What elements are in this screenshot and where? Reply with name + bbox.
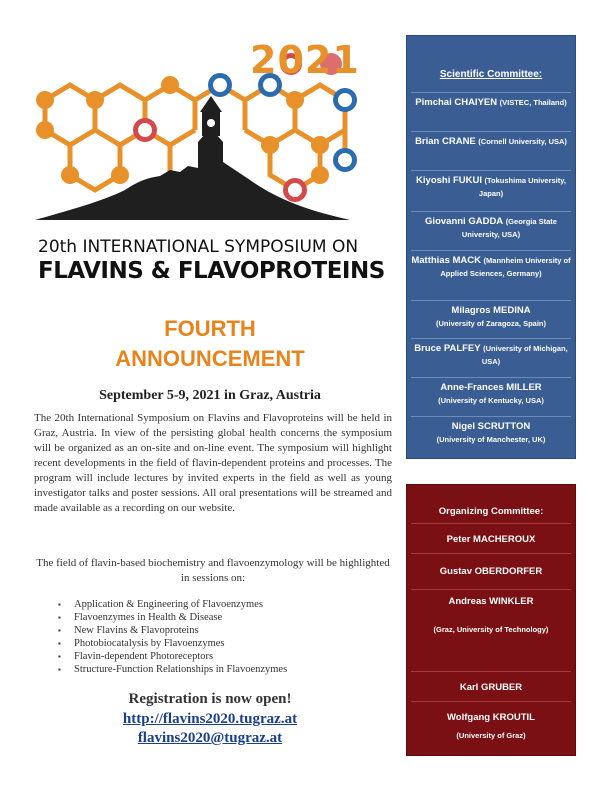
registration-title: Registration is now open! — [128, 691, 292, 707]
committee-member — [411, 416, 571, 446]
member-affiliation: (Cornell University, USA) — [478, 137, 567, 146]
list-item: ▪ Flavin-dependent Photoreceptors — [58, 650, 287, 663]
intro-paragraph: The 20th International Symposium on Flavins and Flavoproteins will be held in Graz, Austria. In view of the persisting global health concerns the symposium will be organized as an on-site and on-line event. The symposium will highlight recent developments in the field of flavin-dependent proteins and processes. The program will include lectures by invited experts in the field as well as young investigator talks and poster sessions. All oral presentations will be streamed and made available as a recording on our website. — [34, 412, 392, 514]
member-affiliation: (University of Michigan, USA) — [481, 344, 568, 366]
announcement-line1: FOURTH — [164, 316, 256, 341]
organizer-affiliation: (Graz, University of Technology) — [433, 625, 549, 634]
committee-member — [411, 211, 571, 241]
organizing-committee-panel — [406, 484, 576, 756]
list-item: ▪ Structure-Function Relationships in Flavoenzymes — [58, 663, 287, 676]
organizer-name: Karl GRUBER — [459, 682, 523, 693]
member-name: Pimchai CHAIYEN — [415, 97, 498, 108]
committee-member — [411, 131, 571, 148]
email-link[interactable]: flavins2020@tugraz.at — [137, 730, 283, 746]
announcement-line2: ANNOUNCEMENT — [115, 346, 305, 371]
member-name: Milagros MEDINA — [451, 305, 531, 316]
committee-member — [411, 300, 571, 330]
sessions-intro-paragraph: The field of flavin-based biochemistry and flavoenzymology will be highlighted in sessions on: — [36, 557, 390, 584]
divider — [411, 589, 571, 590]
committee-member — [411, 377, 571, 407]
member-name: Matthias MACK — [411, 255, 482, 266]
organizer-name: Gustav OBERDORFER — [439, 566, 543, 577]
website-link[interactable]: http://flavins2020.tugraz.at — [122, 711, 298, 727]
member-name: Anne-Frances MILLER — [440, 382, 542, 393]
symposium-title-line1: 20th INTERNATIONAL SYMPOSIUM ON — [38, 237, 359, 257]
list-item: ▪ Application & Engineering of Flavoenzymes — [58, 598, 287, 611]
member-name: Giovanni GADDA — [425, 216, 504, 227]
committee-member — [411, 170, 571, 200]
committee-member — [411, 338, 571, 368]
member-affiliation: (Georgia State University, USA) — [461, 217, 557, 239]
scientific-committee-panel — [406, 35, 576, 459]
committee-member — [411, 250, 571, 280]
announcement-heading — [60, 314, 360, 374]
organizing-committee-title: Organizing Committee: — [438, 506, 544, 517]
scientific-committee-title: Scientific Committee: — [439, 69, 543, 80]
member-affiliation: (VISTEC, Thailand) — [499, 98, 567, 107]
member-name: Brian CRANE — [415, 136, 476, 147]
divider — [411, 553, 571, 554]
organizer-affiliation: (University of Graz) — [456, 731, 526, 740]
divider — [411, 701, 571, 702]
list-item: ▪ New Flavins & Flavoproteins — [58, 624, 287, 637]
member-name: Nigel SCRUTTON — [451, 421, 531, 432]
organizer-name: Wolfgang KROUTIL — [447, 712, 535, 723]
member-affiliation: (Mannheim University of Applied Sciences, Germany) — [440, 256, 571, 278]
organizer-name: Andreas WINKLER — [448, 596, 534, 607]
member-name: Bruce PALFEY — [414, 343, 481, 354]
member-affiliation: (University of Manchester, UK) — [436, 435, 546, 444]
divider — [411, 671, 571, 672]
member-affiliation: (University of Zaragoza, Spain) — [435, 319, 547, 328]
organizer-name: Peter MACHEROUX — [446, 534, 536, 545]
divider — [411, 523, 571, 524]
symposium-title-line2: FLAVINS & FLAVOPROTEINS — [38, 258, 385, 284]
list-item: ▪ Photobiocatalysis by Flavoenzymes — [58, 637, 287, 650]
committee-member — [411, 92, 571, 109]
year-label: 2021 — [250, 38, 360, 82]
sessions-list — [58, 598, 287, 676]
member-name: Kiyoshi FUKUI — [416, 175, 483, 186]
member-affiliation: (University of Kentucky, USA) — [438, 396, 544, 405]
member-affiliation: (Tokushima University, Japan) — [478, 176, 566, 198]
event-date: September 5-9, 2021 in Graz, Austria — [99, 388, 321, 403]
list-item: ▪ Flavoenzymes in Health & Disease — [58, 611, 287, 624]
